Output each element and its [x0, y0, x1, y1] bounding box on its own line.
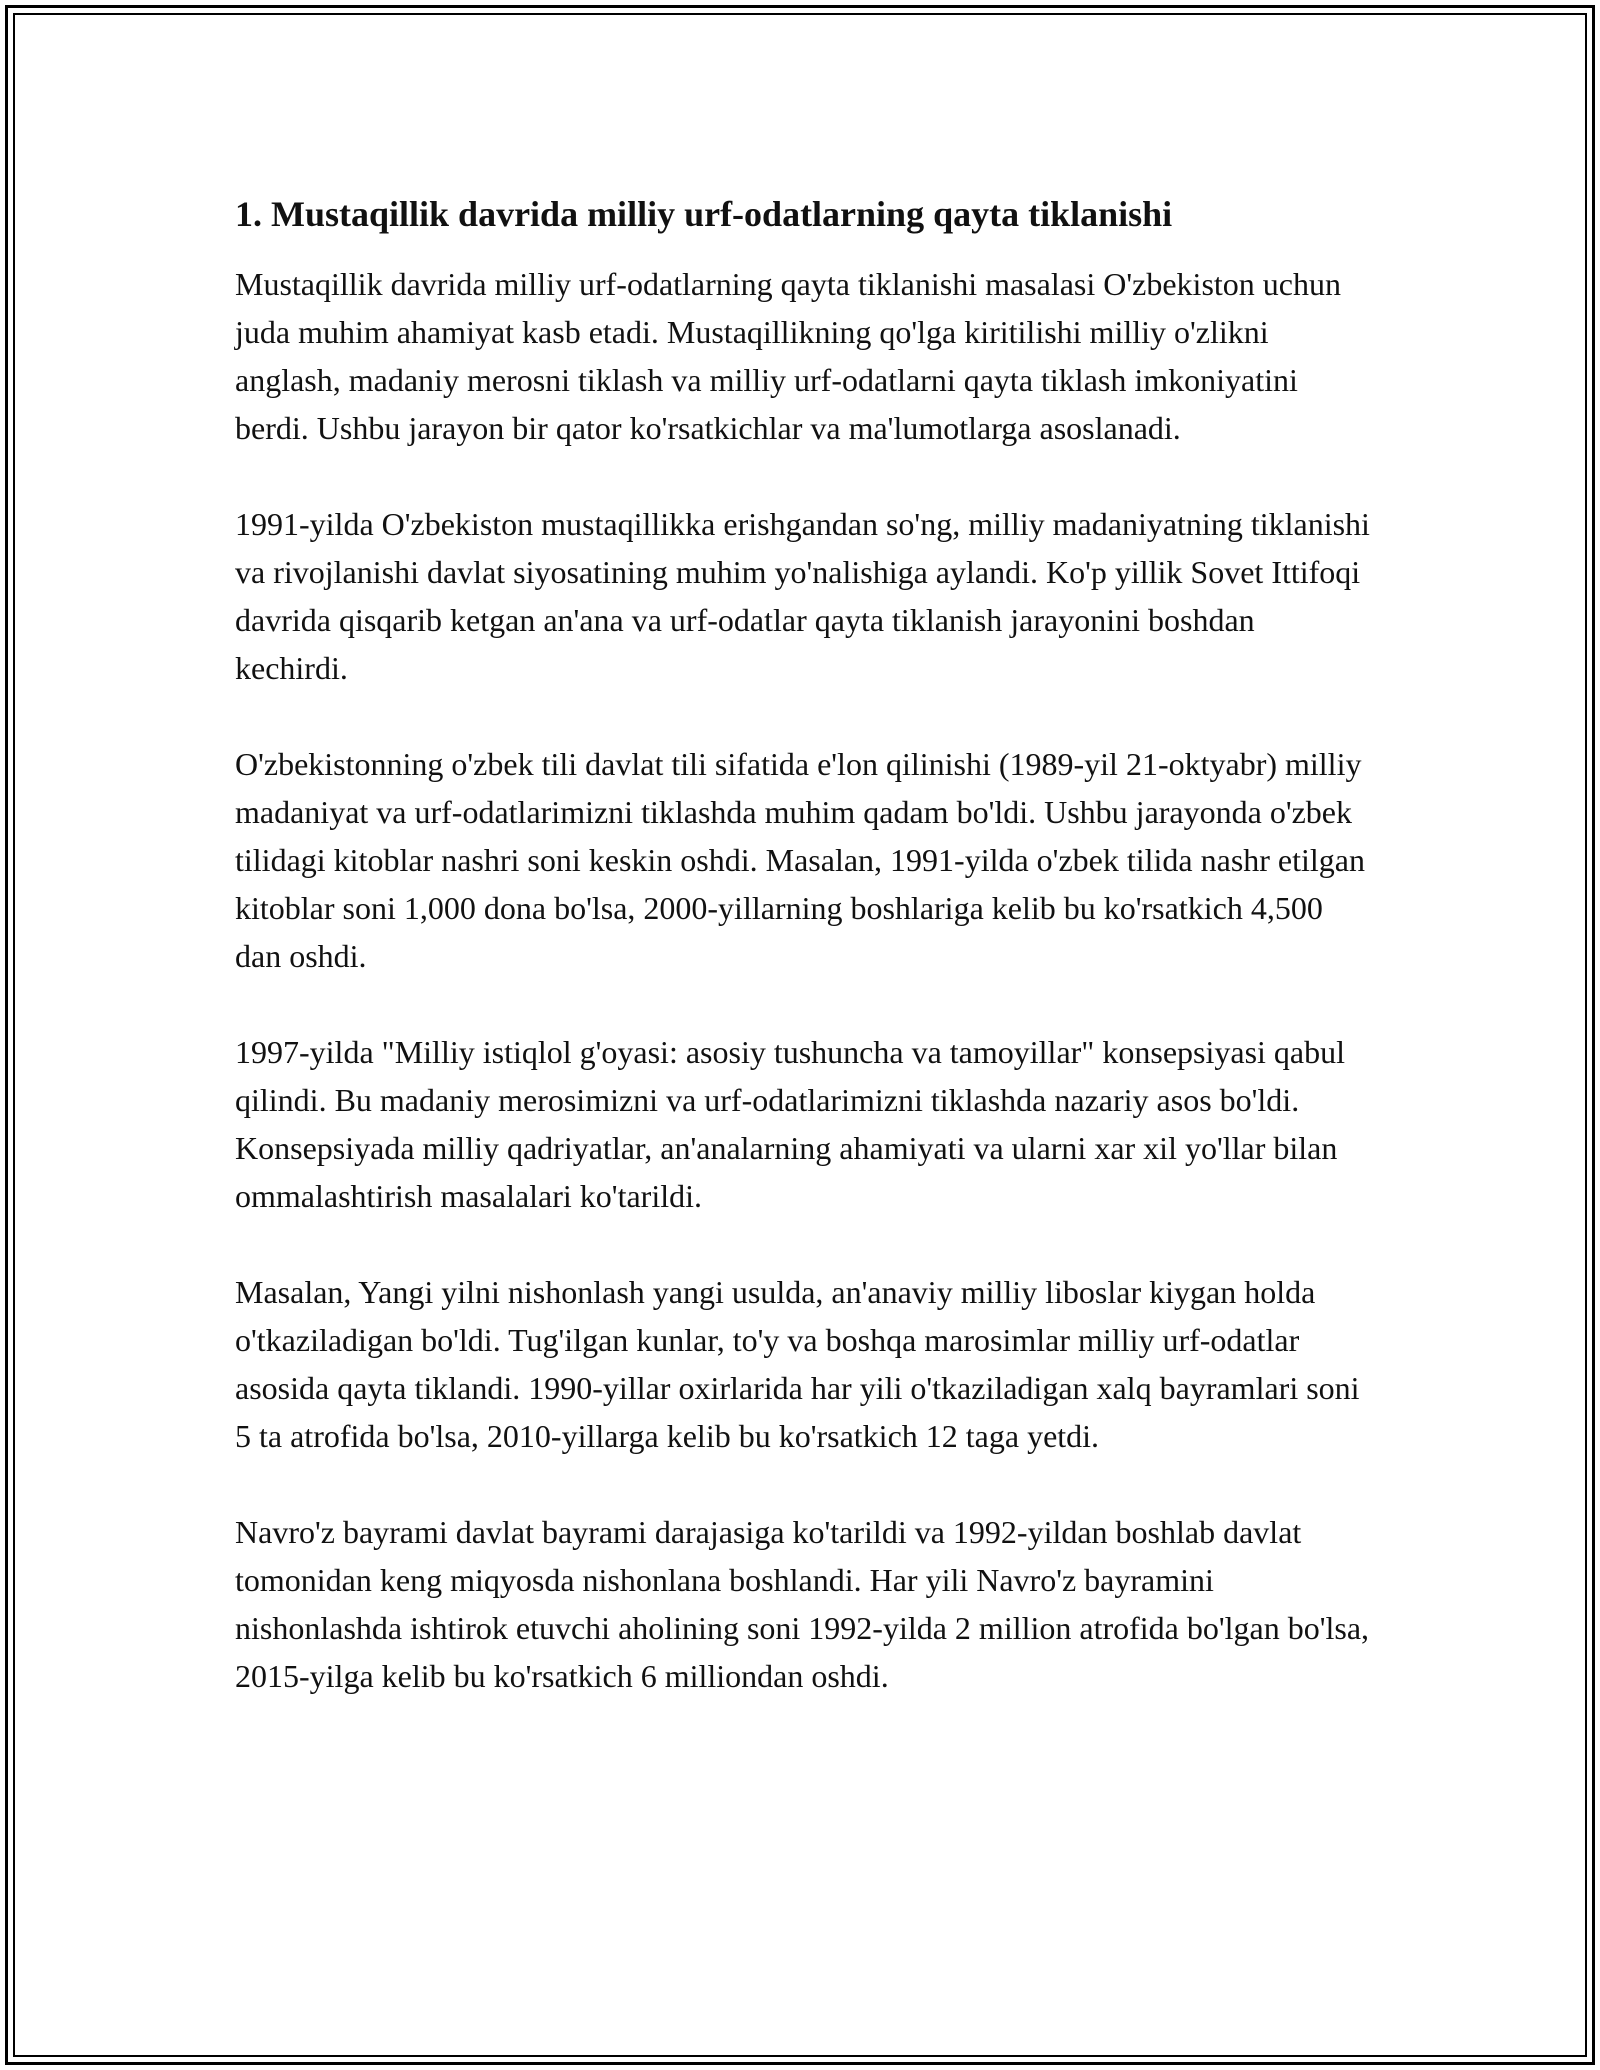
paragraph-4: 1997-yilda "Milliy istiqlol g'oyasi: asosiy tushuncha va tamoyillar" konsepsiyasi qabul qilindi. Bu madaniy merosimizni va urf-odatlarimizni tiklashda nazariy asos bo'ldi. Konsepsiyada milliy qadriyatlar, an'analarning ahamiyati va ularni xar xil yo'llar bilan ommalashtirish masalalari ko'tarildi.: [235, 1034, 1345, 1214]
paragraph-5: Masalan, Yangi yilni nishonlash yangi usulda, an'anaviy milliy liboslar kiygan holda o'tkaziladigan bo'ldi. Tug'ilgan kunlar, to'y va boshqa marosimlar milliy urf-odatlar asosida qayta tiklandi. 1990-yillar oxirlarida har yili o'tkaziladigan xalq bayramlari soni 5 ta atrofida bo'lsa, 2010-yillarga kelib bu ko'rsatkich 12 taga yetdi.: [235, 1274, 1360, 1454]
document-content: [235, 186, 1375, 1748]
paragraph-1: Mustaqillik davrida milliy urf-odatlarning qayta tiklanishi masalasi O'zbekiston uchun juda muhim ahamiyat kasb etadi. Mustaqillikning qo'lga kiritilishi milliy o'zlikni anglash, madaniy merosni tiklash va milliy urf-odatlarni qayta tiklash imkoniyatini berdi. Ushbu jarayon bir qator ko'rsatkichlar va ma'lumotlarga asoslanadi.: [235, 266, 1341, 446]
section-heading: 1. Mustaqillik davrida milliy urf-odatlarning qayta tiklanishi: [235, 194, 1173, 234]
paragraph-3: O'zbekistonning o'zbek tili davlat tili sifatida e'lon qilinishi (1989-yil 21-oktyabr) milliy madaniyat va urf-odatlarimizni tiklashda muhim qadam bo'ldi. Ushbu jarayonda o'zbek tilidagi kitoblar nashri soni keskin oshdi. Masalan, 1991-yilda o'zbek tilida nashr etilgan kitoblar soni 1,000 dona bo'lsa, 2000-yillarning boshlariga kelib bu ko'rsatkich 4,500 dan oshdi.: [235, 746, 1365, 974]
paragraph-2: 1991-yilda O'zbekiston mustaqillikka erishgandan so'ng, milliy madaniyatning tiklanishi va rivojlanishi davlat siyosatining muhim yo'nalishiga aylandi. Ko'p yillik Sovet Ittifoqi davrida qisqarib ketgan an'ana va urf-odatlar qayta tiklanish jarayonini boshdan kechirdi.: [235, 506, 1370, 686]
paragraph-6: Navro'z bayrami davlat bayrami darajasiga ko'tarildi va 1992-yildan boshlab davlat tomonidan keng miqyosda nishonlana boshlandi. Har yili Navro'z bayramini nishonlashda ishtirok etuvchi aholining soni 1992-yilda 2 million atrofida bo'lgan bo'lsa, 2015-yilga kelib bu ko'rsatkich 6 milliondan oshdi.: [235, 1514, 1370, 1694]
